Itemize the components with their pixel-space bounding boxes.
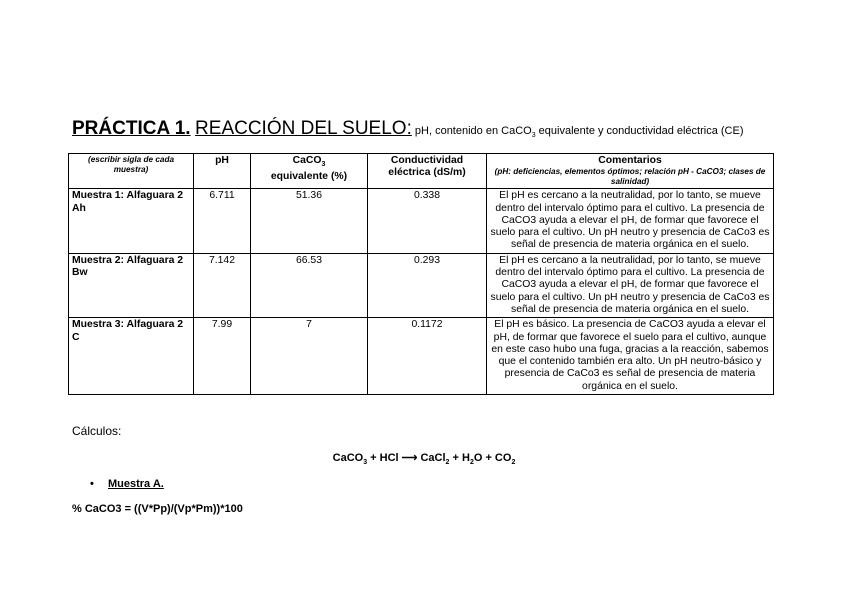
header-comments-sub: (pH: deficiencias, elementos óptimos; relación pH - CaCO3; clases de salinidad) xyxy=(494,167,766,187)
sample-a-bullet xyxy=(90,478,164,490)
page-title xyxy=(72,118,744,140)
cell-comment: El pH es cercano a la neutralidad, por lo tanto, se mueve dentro del intervalo óptimo para el cultivo. La presencia de CaCO3 ayuda a elevar el pH, de formar que favorece el suelo para el cultivo. Un pH neutro y presencia de CaCo3 es señal de presencia de materia orgánica en el suelo. xyxy=(487,189,774,253)
cell-caco3: 66.53 xyxy=(251,253,368,317)
reaction-equation: CaCO$_3$ + HCl ⟶ CaCl$_2$ + $H_2O + CO_2$ xyxy=(332,452,516,467)
bullet-icon: • xyxy=(90,478,94,490)
caco3-formula: % CaCO3 = ((V*Pp)/(Vp*Pm))*100 xyxy=(72,503,243,515)
title-name: REACCIÓN DEL SUELO xyxy=(195,118,407,139)
header-ph: pH xyxy=(194,154,251,189)
cell-ph: 7.142 xyxy=(194,253,251,317)
calculos-label: Cálculos: xyxy=(72,424,122,438)
cell-sample: Muestra 2: Alfaguara 2 Bw xyxy=(69,253,194,317)
table-header-row xyxy=(69,154,774,189)
cell-ph: 6.711 xyxy=(194,189,251,253)
cell-caco3: 7 xyxy=(251,318,368,395)
cell-comment: El pH es básico. La presencia de CaCO3 ayuda a elevar el pH, de formar que favorece el suelo para el cultivo, aunque en este caso hubo una fuga, gracias a la reacción, sabemos que el contenido también era alto. Un pH neutro-básico y presencia de CaCo3 es señal de presencia de materia orgánica en el suelo. xyxy=(487,318,774,395)
cell-sample: Muestra 1: Alfaguara 2 Ah xyxy=(69,189,194,253)
table-row xyxy=(69,253,774,317)
cell-ce: 0.293 xyxy=(368,253,487,317)
sample-a-label: Muestra A. xyxy=(108,478,164,490)
title-subtitle: pH, contenido en CaCO$_3$ equivalente y conductividad eléctrica (CE) xyxy=(411,125,744,140)
table-row xyxy=(69,189,774,253)
header-ce: Conductividad eléctrica (dS/m) xyxy=(368,154,487,189)
header-caco3: CaCO$_3$ equivalente (%) xyxy=(251,154,368,189)
table-row xyxy=(69,318,774,395)
header-comments: Comentarios (pH: deficiencias, elementos óptimos; relación pH - CaCO3; clases de salinidad) xyxy=(487,154,774,189)
cell-sample: Muestra 3: Alfaguara 2 C xyxy=(69,318,194,395)
title-practice: PRÁCTICA 1. xyxy=(72,118,191,139)
cell-comment: El pH es cercano a la neutralidad, por lo tanto, se mueve dentro del intervalo óptimo para el cultivo. La presencia de CaCO3 ayuda a elevar el pH, de formar que favorece el suelo para el cultivo. Un pH neutro y presencia de CaCo3 es señal de presencia de materia orgánica en el suelo. xyxy=(487,253,774,317)
cell-ce: 0.338 xyxy=(368,189,487,253)
title-colon: : xyxy=(406,118,412,139)
cell-ce: 0.1172 xyxy=(368,318,487,395)
cell-caco3: 51.36 xyxy=(251,189,368,253)
cell-ph: 7.99 xyxy=(194,318,251,395)
results-table xyxy=(68,153,774,395)
header-sample: (escribir sigla de cada muestra) xyxy=(69,154,194,189)
